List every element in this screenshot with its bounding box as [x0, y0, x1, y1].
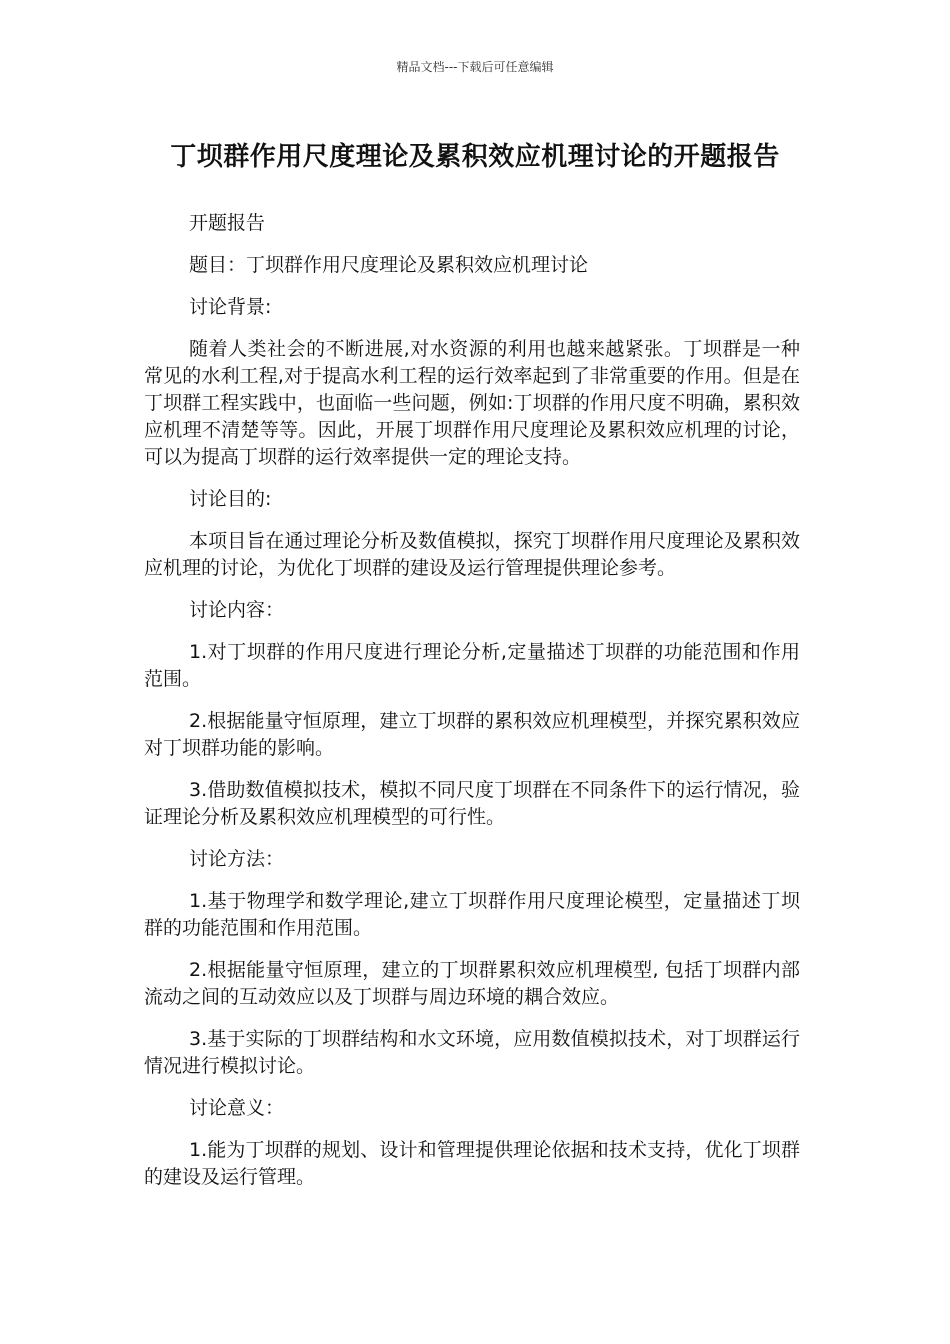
paragraph-background: 随着人类社会的不断进展,对水资源的利用也越来越紧张。丁坝群是一种常见的水利工程,对于提高水利工程的运行效率起到了非常重要的作用。但是在丁坝群工程实践中，也面临一些问题，例如:丁坝群的作用尺度不明确，累积效应机理不清楚等等。因此，开展丁坝群作用尺度理论及累积效应机理的讨论，可以为提高丁坝群的运行效率提供一定的理论支持。: [144, 338, 800, 468]
method-item-3: 3.基于实际的丁坝群结构和水文环境，应用数值模拟技术，对丁坝群运行情况进行模拟讨论。: [144, 1028, 800, 1077]
significance-item-1: 1.能为丁坝群的规划、设计和管理提供理论依据和技术支持，优化丁坝群的建设及运行管理。: [144, 1139, 800, 1188]
method-item-1: 1.基于物理学和数学理论,建立丁坝群作用尺度理论模型，定量描述丁坝群的功能范围和作用范围。: [144, 890, 800, 939]
heading-method: 讨论方法：: [189, 848, 285, 870]
content-item-2: 2.根据能量守恒原理，建立丁坝群的累积效应机理模型，并探究累积效应对丁坝群功能的影响。: [144, 710, 800, 759]
content-item-1: 1.对丁坝群的作用尺度进行理论分析,定量描述丁坝群的功能范围和作用范围。: [144, 641, 800, 690]
document-body: [144, 210, 800, 1206]
document-title: 丁坝群作用尺度理论及累积效应机理讨论的开题报告: [170, 142, 780, 172]
paragraph-purpose: 本项目旨在通过理论分析及数值模拟，探究丁坝群作用尺度理论及累积效应机理的讨论，为优化丁坝群的建设及运行管理提供理论参考。: [144, 530, 800, 579]
paragraph-topic: 题目：丁坝群作用尺度理论及累积效应机理讨论: [189, 254, 589, 276]
heading-significance: 讨论意义：: [189, 1097, 285, 1119]
content-item-3: 3.借助数值模拟技术，模拟不同尺度丁坝群在不同条件下的运行情况，验证理论分析及累积效应机理模型的可行性。: [144, 779, 800, 828]
paragraph-report-label: 开题报告: [189, 212, 266, 234]
heading-purpose: 讨论目的:: [189, 488, 272, 510]
heading-background: 讨论背景:: [189, 296, 272, 318]
method-item-2: 2.根据能量守恒原理，建立的丁坝群累积效应机理模型, 包括丁坝群内部流动之间的互动效应以及丁坝群与周边环境的耦合效应。: [144, 959, 800, 1008]
header-note: 精品文档---下载后可任意编辑: [396, 60, 554, 74]
heading-content: 讨论内容：: [189, 599, 285, 621]
